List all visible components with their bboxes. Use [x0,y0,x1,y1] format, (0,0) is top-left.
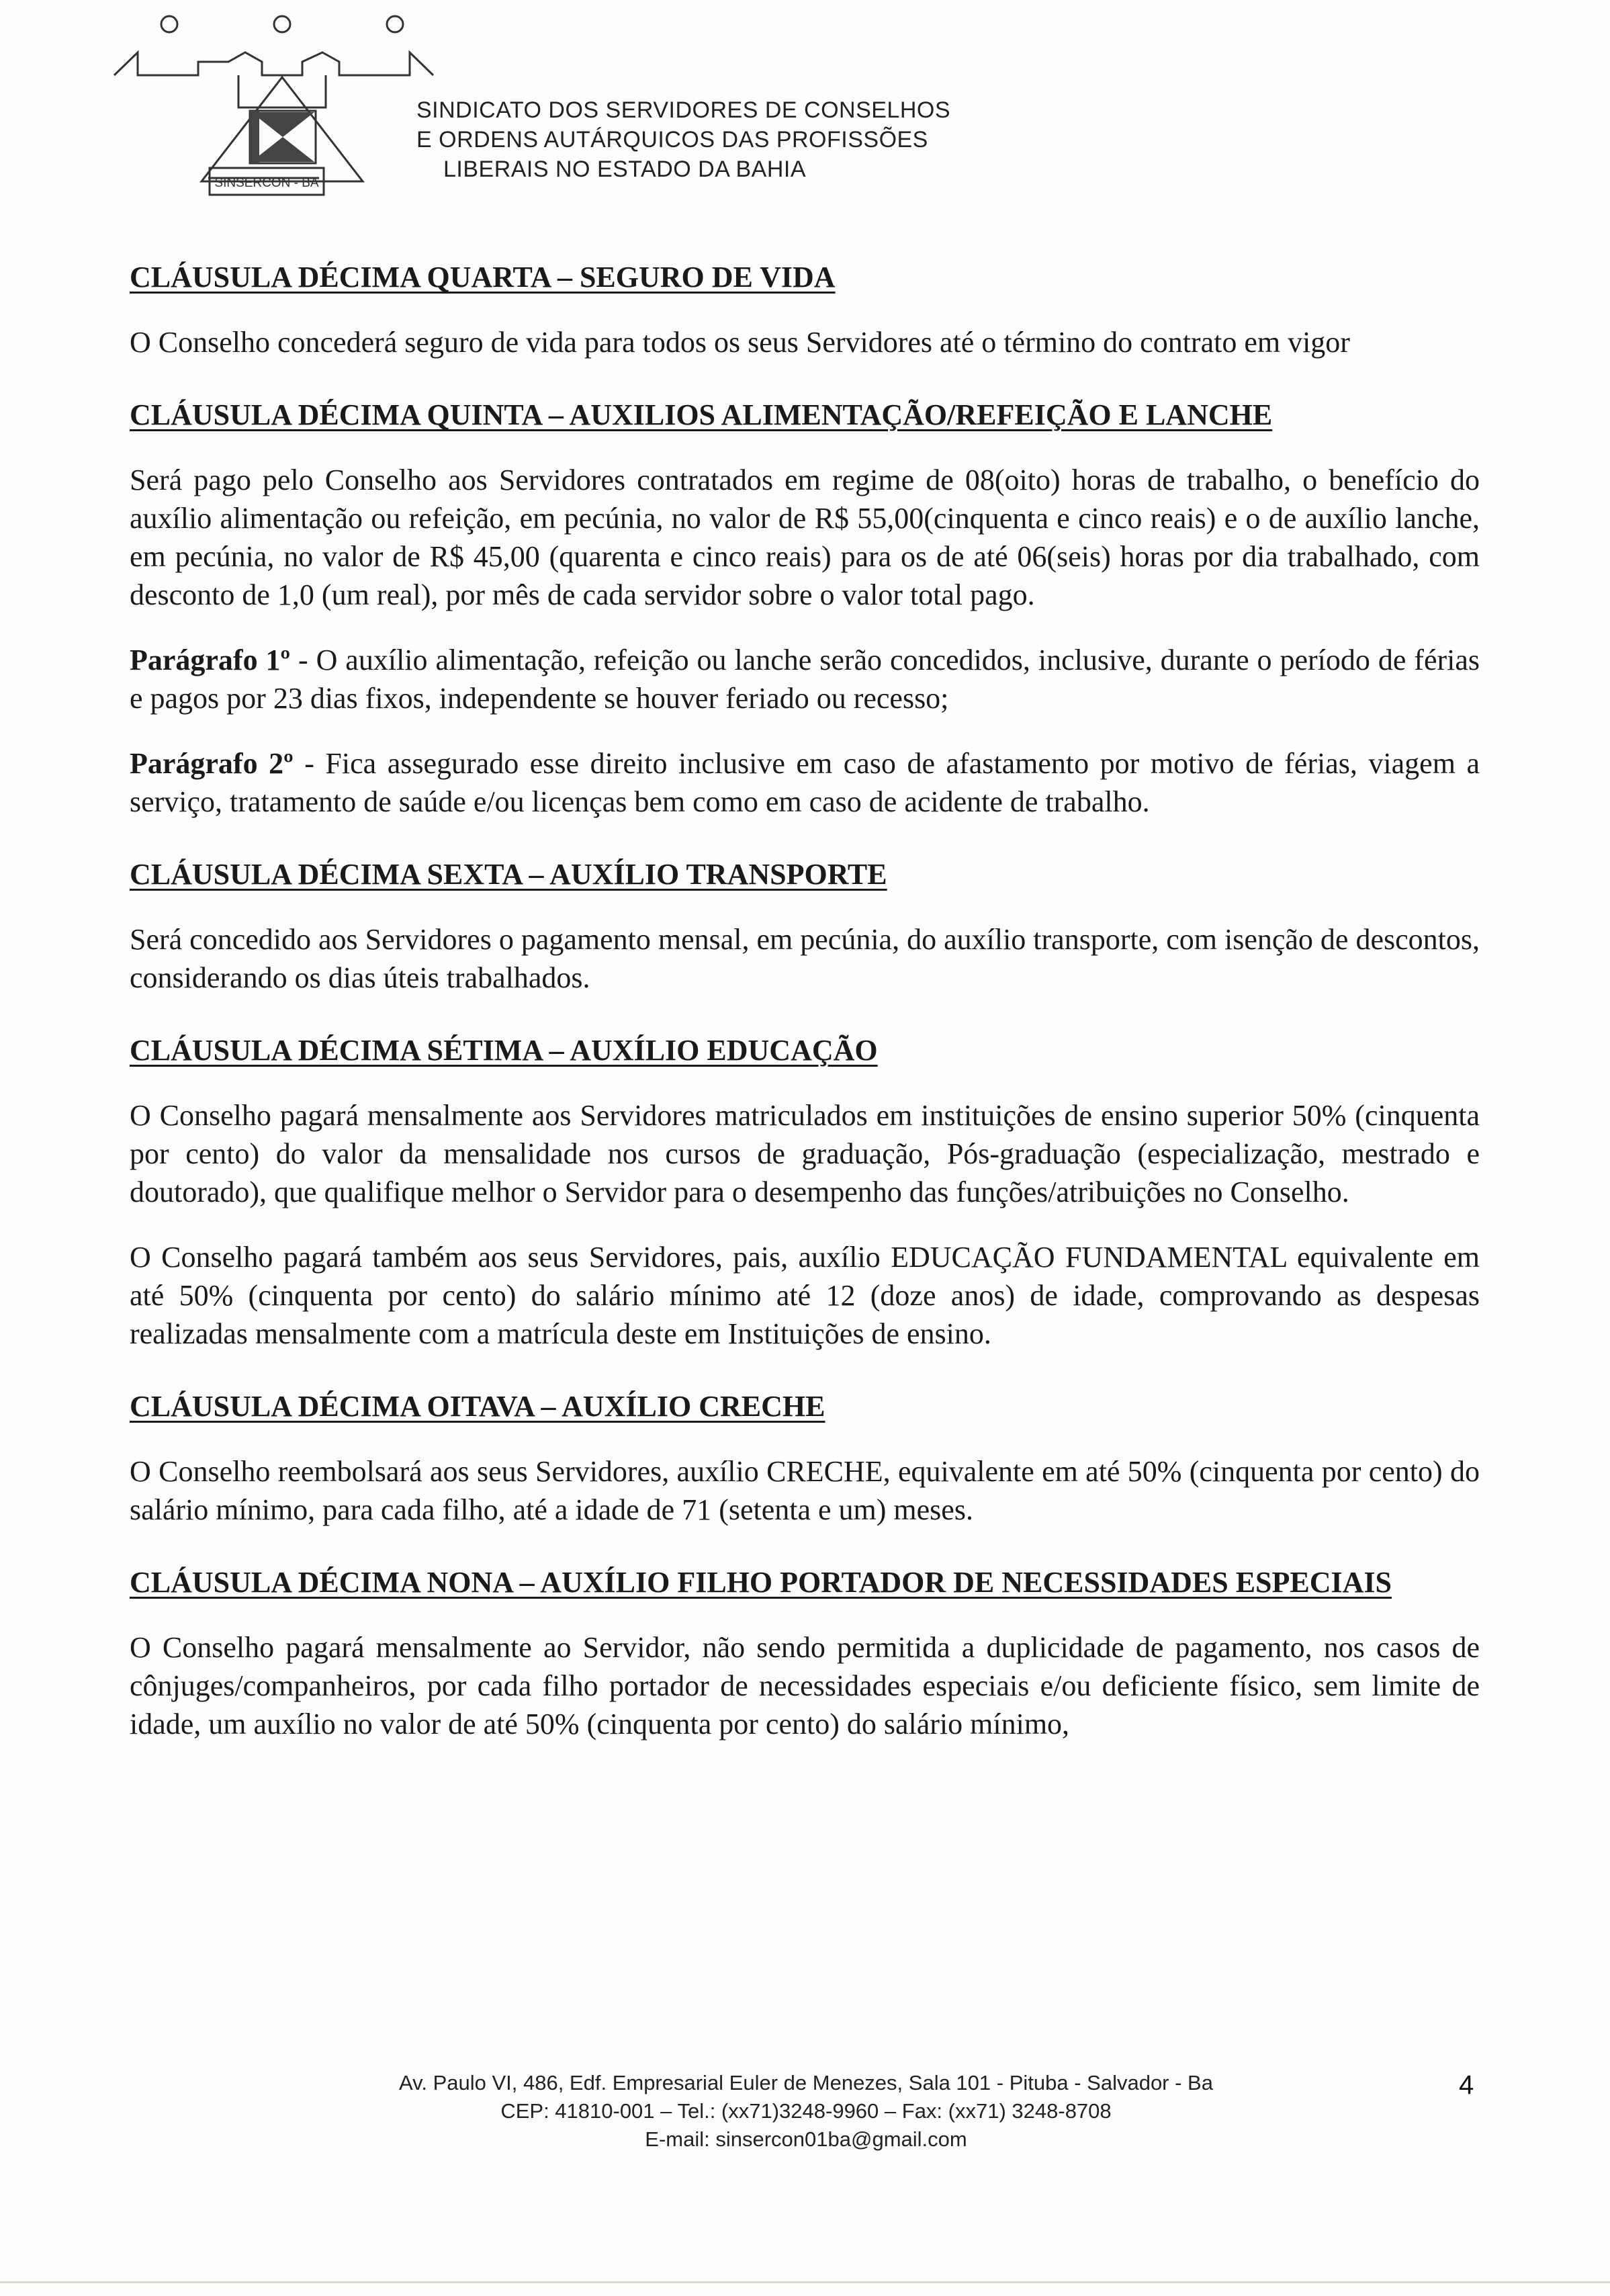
paragraph-text: O Conselho reembolsará aos seus Servidores, auxílio CRECHE, equivalente em até 50% (cinquenta por cento) do salário mínimo, para cada filho, até a idade de 71 (setenta e um) meses. [130,1455,1480,1526]
clause-title: CLÁUSULA DÉCIMA SEXTA – AUXÍLIO TRANSPORTE [130,858,887,891]
clause-paragraph [130,920,1480,997]
clause-paragraph [130,1628,1480,1743]
paragraph-lead: Parágrafo 2º [130,747,294,780]
paragraph-text: Será pago pelo Conselho aos Servidores contratados em regime de 08(oito) horas de trabalho, o benefício do auxílio alimentação ou refeição, em pecúnia, no valor de R$ 55,00(cinquenta e cinco reais) e o de auxílio lanche, em pecúnia, no valor de R$ 45,00 (quarenta e cinco reais) para os de até 06(seis) horas por dia trabalhado, com desconto de 1,0 (um real), por mês de cada servidor sobre o valor total pago. [130,463,1480,611]
clause-19 [130,1564,1480,1743]
scan-edge-divider [0,2281,1610,2283]
clause-17 [130,1032,1480,1353]
clause-paragraph [130,1238,1480,1353]
clause-18 [130,1388,1480,1529]
footer-phone: CEP: 41810-001 – Tel.: (xx71)3248-9960 – Fax: (xx71) 3248-8708 [500,2099,1112,2123]
footer-email: E-mail: sinsercon01ba@gmail.com [645,2127,967,2151]
document-body [130,259,1480,1778]
clause-15 [130,396,1480,821]
clause-paragraph [130,641,1480,717]
logo-text: SINSERCON - BA [214,176,319,190]
union-name-line: LIBERAIS NO ESTADO DA BAHIA [443,157,807,182]
paragraph-text: - O auxílio alimentação, refeição ou lanche serão concedidos, inclusive, durante o período de férias e pagos por 23 dias fixos, independente se houver feriado ou recesso; [130,644,1480,715]
paragraph-text: O Conselho concederá seguro de vida para todos os seus Servidores até o término do contrato em vigor [130,326,1350,359]
clause-paragraph [130,1452,1480,1529]
clause-paragraph [130,744,1480,821]
paragraph-text: O Conselho pagará também aos seus Servidores, pais, auxílio EDUCAÇÃO FUNDAMENTAL equivalente em até 50% (cinquenta por cento) do salário mínimo até 12 (doze anos) de idade, comprovando as despesas realizadas mensalmente com a matrícula deste em Instituições de ensino. [130,1241,1480,1350]
letterhead-footer [269,2069,1343,2154]
clause-16 [130,856,1480,997]
footer-address: Av. Paulo VI, 486, Edf. Empresarial Euler de Menezes, Sala 101 - Pituba - Salvador - Ba [399,2071,1213,2094]
clause-title: CLÁUSULA DÉCIMA NONA – AUXÍLIO FILHO PORTADOR DE NECESSIDADES ESPECIAIS [130,1566,1392,1599]
paragraph-text: O Conselho pagará mensalmente aos Servidores matriculados em instituições de ensino superior 50% (cinquenta por cento) do valor da mensalidade nos cursos de graduação, Pós-graduação (especialização, mestrado e doutorado), que qualifique melhor o Servidor para o desempenho das funções/atribuições no Conselho. [130,1099,1480,1208]
union-name-line: SINDICATO DOS SERVIDORES DE CONSELHOS [416,97,951,123]
clause-title: CLÁUSULA DÉCIMA OITAVA – AUXÍLIO CRECHE [130,1390,825,1423]
paragraph-lead: Parágrafo 1º [130,644,291,676]
paragraph-text: Será concedido aos Servidores o pagamento mensal, em pecúnia, do auxílio transporte, com isenção de descontos, considerando os dias úteis trabalhados. [130,923,1480,994]
clause-paragraph [130,323,1480,361]
letterhead [101,13,1041,202]
paragraph-text: O Conselho pagará mensalmente ao Servidor, não sendo permitida a duplicidade de pagamento, nos casos de cônjuges/companheiros, por cada filho portador de necessidades especiais e/ou deficiente físico, sem limite de idade, um auxílio no valor de até 50% (cinquenta por cento) do salário mínimo, [130,1631,1480,1740]
page-number: 4 [1459,2070,1474,2100]
union-name [416,95,951,184]
paragraph-text: - Fica assegurado esse direito inclusive em caso de afastamento por motivo de férias, viagem a serviço, tratamento de saúde e/ou licenças bem como em caso de acidente de trabalho. [130,747,1480,818]
union-name-line: E ORDENS AUTÁRQUICOS DAS PROFISSÕES [416,127,928,152]
clause-title: CLÁUSULA DÉCIMA QUARTA – SEGURO DE VIDA [130,261,836,294]
clause-paragraph [130,1096,1480,1211]
clause-title: CLÁUSULA DÉCIMA SÉTIMA – AUXÍLIO EDUCAÇÃO [130,1034,878,1067]
clause-title: CLÁUSULA DÉCIMA QUINTA – AUXILIOS ALIMENTAÇÃO/REFEIÇÃO E LANCHE [130,398,1273,431]
clause-paragraph [130,461,1480,614]
clause-14 [130,259,1480,361]
